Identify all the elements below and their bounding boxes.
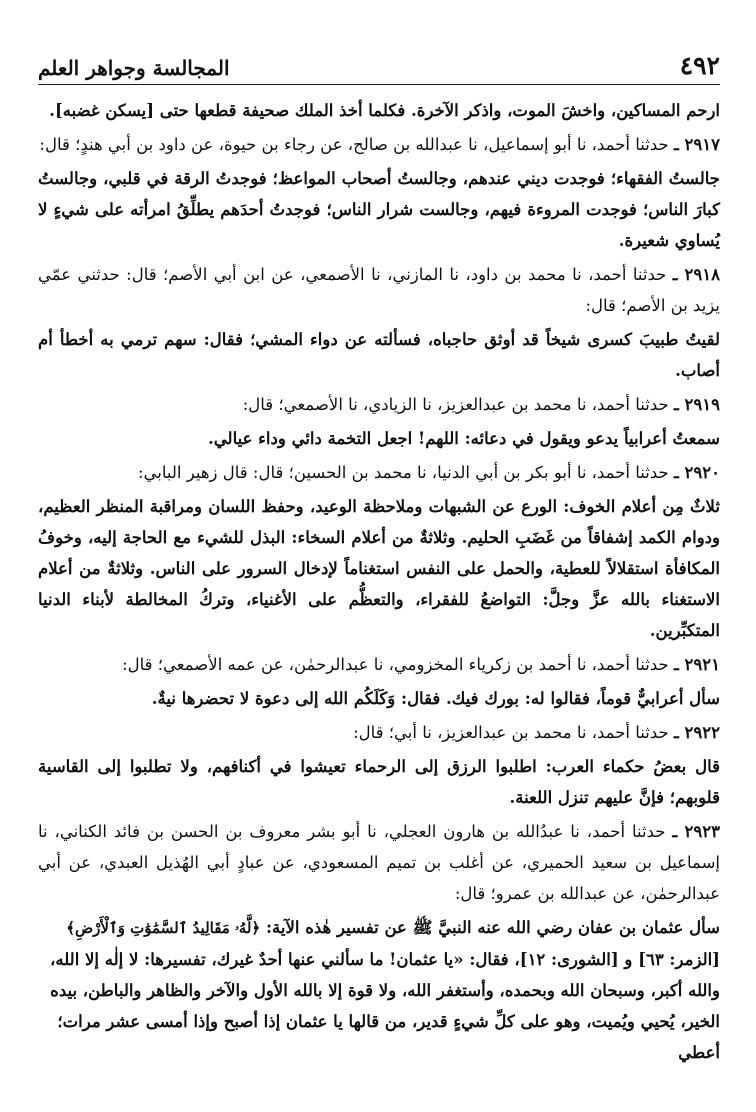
running-title: المجالسة وجواهر العلم [38, 56, 230, 80]
paragraph-text: جالستُ الفقهاء؛ فوجدت ديني عندهم، وجالستُ أصحاب المواعظ؛ فوجدتُ الرقة في قلبي، وجالستُ كبارَ الناس؛ فوجدت المروءة فيهم، وجالست شرار الناس؛ فوجدتُ أحدَهم يطلِّقُ امرأته على شيءٍ لا يُساوي شعيرة. [38, 169, 720, 250]
paragraph-text: لقيتُ طبيبَ كسرى شيخاً قد أوثق حاجباه، فسألته عن دواء المشي؛ فقال: سهم ترمي به أخطأ أم أصاب. [38, 330, 720, 380]
hadith-chain-paragraph [38, 649, 720, 680]
narration-number: ٢٩٢٠ ـ [673, 463, 720, 482]
narration-paragraph [38, 491, 720, 646]
paragraph-text: ثلاثٌ مِن أعلام الخوف: الورع عن الشبهات وملاحظة الوعيد، وحفظ اللسان ومراقبة المنظر العظيم، ودوام الكمد إشفاقاً من غَضَبِ الحليم. وثلاثةٌ من أعلام السخاء: البذل للشيء مع الحاجة إليه، وخوفُ المكافأة استقلالاً للعطية، والحمل على النفس استغناماً لإدخال السرور على الناس. وثلاثةٌ من أعلام الاستغناء بالله عزَّ وجلَّ: التواضعُ للفقراء، والتعظُّم على الأغنياء، وتركُ المخالطة لأبناء الدنيا المتكبِّرين. [38, 497, 720, 640]
narration-number: ٢٩٢٣ ـ [672, 822, 720, 841]
narration-number: ٢٩١٩ ـ [673, 395, 720, 414]
page-header [38, 28, 720, 85]
paragraph-text: حدثنا أحمد، نا محمد بن داود، نا المازني، نا الأصمعي، عن ابن أبي الأصم؛ قال: حدثني عمّي يزيد بن الأصم؛ قال: [38, 265, 720, 315]
narration-paragraph [38, 683, 720, 714]
narration-number: ٢٩٢١ ـ [673, 655, 720, 674]
page-number: ٤٩٢ [679, 51, 720, 80]
hadith-chain-paragraph [38, 259, 720, 321]
narration-number: ٢٩١٨ ـ [672, 265, 720, 284]
paragraph-text: سمعتُ أعرابياً يدعو ويقول في دعائه: اللهم! اجعل التخمة دائي وداء عيالي. [208, 429, 720, 448]
narration-paragraph [38, 95, 720, 126]
narration-paragraph [38, 751, 720, 813]
paragraph-text: حدثنا أحمد، نا محمد بن عبدالعزيز، نا الزيادي، نا الأصمعي؛ قال: [242, 395, 674, 414]
narration-number: ٢٩٢٢ ـ [673, 723, 720, 742]
paragraph-text: حدثنا أحمد، نا عبدُالله بن هارون العجلي، نا أبو بشر معروف بن الحسن بن فائد الكناني، نا إسماعيل بن سعيد الحميري، عن أغلب بن تميم المسعودي، عن عبادٍ أبي الهُذيل العبدي، عن أبي عبدالرحمٰن، عن عبدالله بن عمرو؛ قال: [38, 822, 720, 903]
narration-paragraph [38, 163, 720, 256]
hadith-chain-paragraph [38, 129, 720, 160]
narration-paragraph [38, 423, 720, 454]
quran-reference: [الزمر: ٦٣] و [الشورى: ١٢] [519, 950, 720, 969]
final-paragraph-text-after: ، فقال: «يا عثمان! ما سألني عنها أحدٌ غيرك، تفسيرها: لا إلٰه إلا الله، والله أكبر، وسبحان الله وبحمده، وأستغفر الله، ولا قوة إلا بالله الأول والآخر والظاهر والباطن، بيده الخير، يُحيي ويُميت، وهو على كلِّ شيءٍ قدير، من قالها يا عثمان إذا أصبح وإذا أمسى عشر مرات؛ أعطي [50, 950, 720, 1062]
paragraph-text: ارحم المساكين، واخشَ الموت، واذكر الآخرة. فكلما أخذ الملك صحيفة قطعها حتى [يسكن غضبه]. [49, 101, 720, 120]
paragraph-text: سأل أعرابيٌّ قوماً، فقالوا له: بورك فيك. فقال: وَكَلَكُم الله إلى دعوة لا تحضرها نيةٌ. [151, 689, 720, 708]
hadith-chain-paragraph [38, 717, 720, 748]
narration-paragraph [38, 324, 720, 386]
narration-number: ٢٩١٧ ـ [673, 135, 720, 154]
quran-verse: ﴿لَّهُۥ مَقَالِيدُ ٱلسَّمَٰوَٰتِ وَٱلْأَرْضِ﴾ [66, 919, 261, 937]
paragraph-text: حدثنا أحمد، نا أحمد بن زكرياء المخزومي، نا عبدالرحمٰن، عن عمه الأصمعي؛ قال: [122, 655, 674, 674]
paragraph-text: حدثنا أحمد، نا أبو إسماعيل، نا عبدالله بن صالح، عن رجاء بن حيوة، عن داود بن أبي هندٍ؛ قال: [39, 135, 674, 154]
final-paragraph [38, 912, 720, 1068]
paragraph-text: حدثنا أحمد، نا أبو بكر بن أبي الدنيا، نا محمد بن الحسين؛ قال: قال زهير البابي: [137, 463, 674, 482]
final-paragraph-text-before: سأل عثمان بن عفان رضي الله عنه النبيَّ ﷺ عن تفسير هٰذه الآية: [260, 918, 720, 937]
body-text [38, 95, 720, 909]
paragraph-text: قال بعضُ حكماء العرب: اطلبوا الرزق إلى الرحماء تعيشوا في أكنافهم، ولا تطلبوا إلى القاسية قلوبهم؛ فإنَّ عليهم تنزل اللعنة. [38, 757, 720, 807]
hadith-chain-paragraph [38, 816, 720, 909]
paragraph-text: حدثنا أحمد، نا محمد بن عبدالعزيز، نا أبي؛ قال: [353, 723, 674, 742]
hadith-chain-paragraph [38, 389, 720, 420]
hadith-chain-paragraph [38, 457, 720, 488]
